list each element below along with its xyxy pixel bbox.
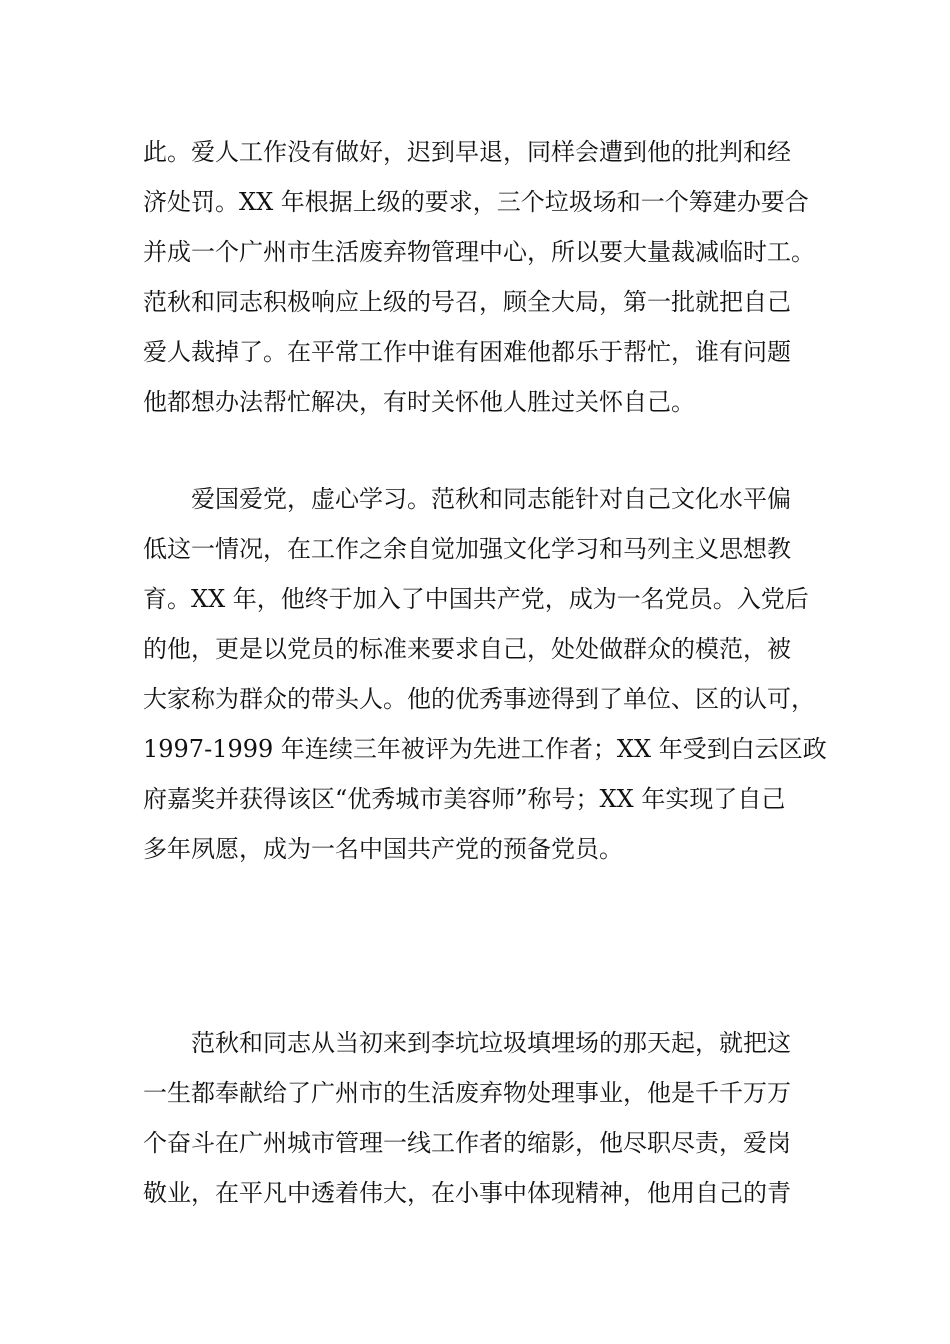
text-line: 多年夙愿，成为一名中国共产党的预备党员。 bbox=[143, 835, 623, 863]
text-line: 此。爱人工作没有做好，迟到早退，同样会遭到他的批判和经 bbox=[143, 138, 791, 166]
text-line: 范秋和同志从当初来到李坑垃圾填埋场的那天起，就把这 bbox=[191, 1029, 791, 1057]
text-line: 敬业，在平凡中透着伟大，在小事中体现精神，他用自己的青 bbox=[143, 1179, 791, 1207]
paragraph-1 bbox=[143, 127, 823, 427]
text-line: 1997-1999 年连续三年被评为先进工作者；XX 年受到白云区政 bbox=[143, 735, 827, 763]
text-line: 府嘉奖并获得该区“优秀城市美容师”称号；XX 年实现了自己 bbox=[143, 785, 786, 813]
text-line: 爱国爱党，虚心学习。范秋和同志能针对自己文化水平偏 bbox=[191, 485, 791, 513]
text-line: 个奋斗在广州城市管理一线工作者的缩影，他尽职尽责，爱岗 bbox=[143, 1129, 791, 1157]
text-line: 大家称为群众的带头人。他的优秀事迹得到了单位、区的认可， bbox=[143, 685, 815, 713]
text-line: 的他，更是以党员的标准来要求自己，处处做群众的模范，被 bbox=[143, 635, 791, 663]
text-line: 范秋和同志积极响应上级的号召，顾全大局，第一批就把自己 bbox=[143, 288, 791, 316]
text-line: 爱人裁掉了。在平常工作中谁有困难他都乐于帮忙，谁有问题 bbox=[143, 338, 791, 366]
text-line: 一生都奉献给了广州市的生活废弃物处理事业，他是千千万万 bbox=[143, 1079, 791, 1107]
text-line: 并成一个广州市生活废弃物管理中心，所以要大量裁减临时工。 bbox=[143, 238, 815, 266]
paragraph-3 bbox=[143, 1018, 823, 1218]
text-line: 低这一情况，在工作之余自觉加强文化学习和马列主义思想教 bbox=[143, 535, 791, 563]
paragraph-2 bbox=[143, 474, 827, 874]
text-line: 济处罚。XX 年根据上级的要求，三个垃圾场和一个筹建办要合 bbox=[143, 188, 809, 216]
text-line: 他都想办法帮忙解决，有时关怀他人胜过关怀自己。 bbox=[143, 388, 695, 416]
text-line: 育。XX 年，他终于加入了中国共产党，成为一名党员。入党后 bbox=[143, 585, 809, 613]
